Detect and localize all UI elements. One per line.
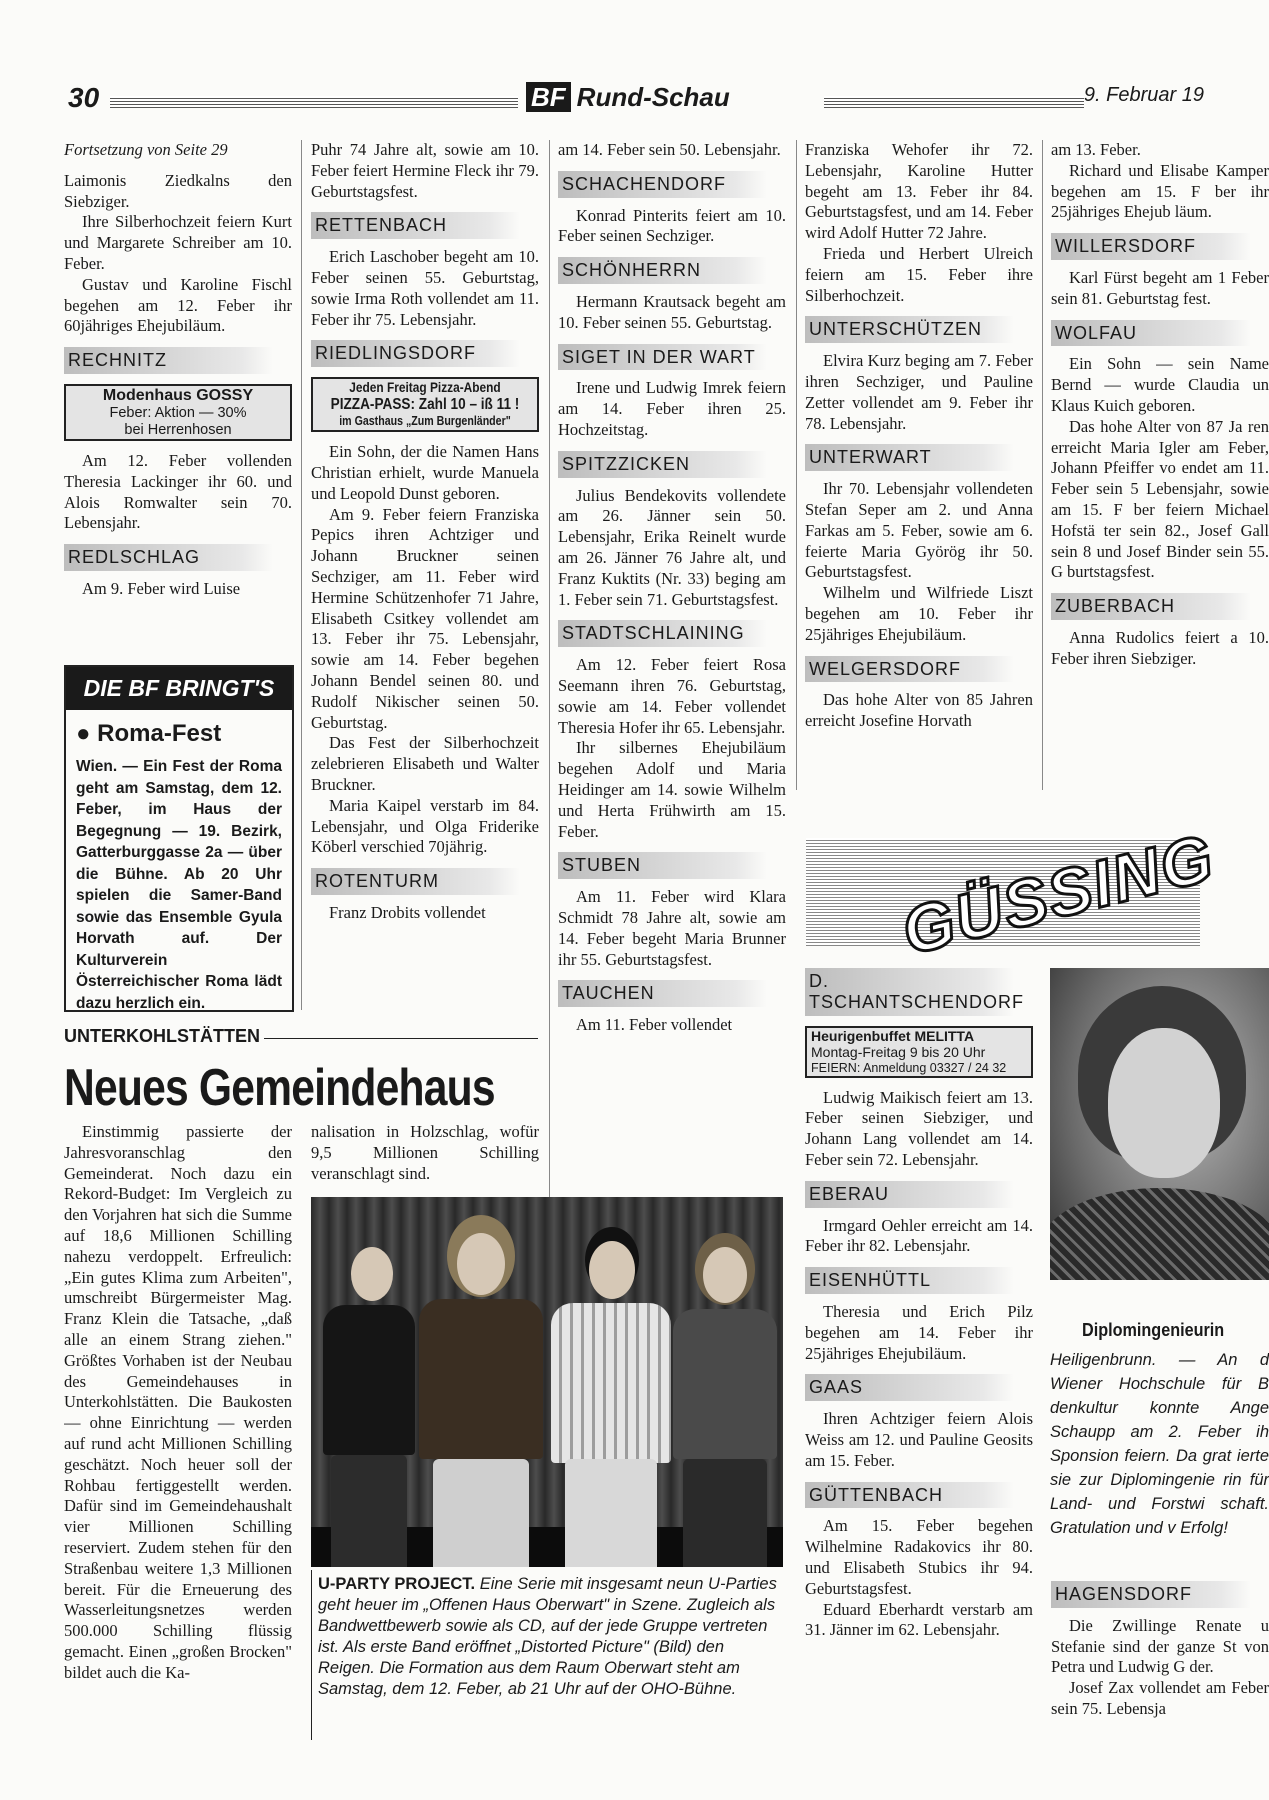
location-heading: GÜTTENBACH	[805, 1482, 1014, 1509]
header-rule-left	[110, 96, 518, 108]
paragraph: Das hohe Alter von 85 Jahren erreicht Josefine Horvath	[805, 690, 1033, 731]
article-headline: Neues Gemeindehaus	[64, 1059, 495, 1117]
location-heading: RETTENBACH	[311, 212, 520, 239]
location-heading: WILLERSDORF	[1051, 233, 1251, 260]
paragraph: Die Zwillinge Renate u Stefanie sind der ganze St von Petra und Ludwig G der.	[1051, 1615, 1269, 1677]
region-banner	[806, 819, 1222, 969]
ad-line: FEIERN: Anmeldung 03327 / 24 32	[811, 1060, 1007, 1075]
location-heading: WOLFAU	[1051, 320, 1251, 347]
location-heading: STADTSCHLAINING	[558, 620, 767, 647]
bf-bringts-box	[64, 665, 294, 1012]
paragraph: Am 11. Feber wird Klara Schmidt 78 Jahre alt, sowie am 14. Feber begeht Maria Brunner ihr 55. Geburtstagsfest.	[558, 887, 786, 969]
location-heading: REDLSCHLAG	[64, 544, 273, 571]
band-photo	[311, 1197, 783, 1567]
paragraph: am 14. Feber sein 50. Lebensjahr.	[558, 140, 781, 159]
location-heading: STUBEN	[558, 852, 767, 879]
portrait-caption-title: Diplomingenieurin	[1082, 1320, 1225, 1340]
paragraph: Das Fest der Silberhochzeit zelebrieren Elisabeth und Walter Bruckner.	[311, 733, 539, 794]
paragraph: Franziska Wehofer ihr 72. Lebensjahr, Karoline Hutter begeht am 13. Feber ihr 84. Geburtstagsfest, und am 14. Feber wird Adolf Hutter 72 Jahre.	[805, 140, 1033, 243]
location-heading: SIGET IN DER WART	[558, 344, 767, 371]
paragraph: Einstimmig passierte der Jahresvoranschlag den Gemeinderat. Noch dazu ein Rekord-Budget: Im Vergleich zu den Vorjahren hat sich die Summe auf 18,6 Millionen Schilling nahezu verdoppelt. Erfreulich: „Ein gutes Klima zum Arbeiten", umschreibt Bürgermeister Mag. Franz Klein die Tatsache, „daß alle an einem Strang ziehen." Größtes Vorhaben ist der Neubau des Gemeindehauses in Unterkohlstätten. Die Baukosten — ohne Einrichtung — werden auf rund acht Millionen Schilling geschätzt. Noch heuer soll der Rohbau fertiggestellt werden. Dafür sind im Gemeindehaushalt vier Millionen Schilling reserviert. Zudem stehen für den Straßenbau weitere 1,3 Millionen bereit. Für die Erneuerung des Wasserleitungsnetzes werden 500.000 Schilling flüssig gemacht. Einen „großen Brocken" bildet auch die Ka-	[64, 1122, 292, 1682]
paragraph: Hermann Krautsack begeht am 10. Feber seinen 55. Geburtstag.	[558, 291, 786, 332]
location-heading: RIEDLINGSDORF	[311, 340, 520, 367]
column-7	[1051, 1575, 1269, 1775]
column-5	[1051, 140, 1269, 780]
location-heading: UNTERWART	[805, 444, 1014, 471]
paragraph: Theresia und Erich Pilz begehen am 14. Feber ihr 25jähriges Ehejubiläum.	[805, 1301, 1033, 1363]
paragraph: Ihre Silberhochzeit feiern Kurt und Margarete Schreiber am 10. Feber.	[64, 212, 292, 273]
column-1	[64, 140, 292, 600]
paragraph: Am 12. Feber vollenden Theresia Lackinger ihr 60. und Alois Romwalter sein 70. Lebensjahr.	[64, 450, 292, 533]
band-member-figure	[673, 1247, 777, 1567]
location-heading: UNTERSCHÜTZEN	[805, 316, 1014, 343]
bullet-icon: ●	[76, 720, 98, 747]
location-heading: SCHÖNHERRN	[558, 257, 767, 284]
article-column-a	[64, 1122, 292, 1752]
paragraph: Anna Rudolics feiert a 10. Feber ihren Siebziger.	[1051, 627, 1269, 668]
paragraph: Richard und Elisabe Kamper begehen am 15. F ber ihr 25jähriges Ehejub läum.	[1051, 160, 1269, 222]
location-heading: WELGERSDORF	[805, 656, 1014, 683]
location-heading: SCHACHENDORF	[558, 171, 767, 198]
paragraph: Josef Zax vollendet am Feber sein 75. Lebensja	[1051, 1678, 1269, 1718]
paragraph: Irene und Ludwig Imrek feiern am 14. Feber ihren 25. Hochzeitstag.	[558, 378, 786, 439]
location-heading: D. TSCHANTSCHENDORF	[805, 968, 1014, 1016]
paragraph: Ihr 70. Lebensjahr vollendeten Stefan Seper am 2. und Anna Farkas am 5. Feber, sowie am 6. feierte Maria Györög ihr 50. Geburtstagsfest.	[805, 479, 1033, 582]
paragraph: Irmgard Oehler erreicht am 14. Feber ihr 82. Lebensjahr.	[805, 1215, 1033, 1256]
ad-line: Montag-Freitag 9 bis 20 Uhr	[811, 1043, 986, 1060]
band-member-figure	[419, 1227, 543, 1567]
ad-line: Heurigenbuffet MELITTA	[811, 1027, 975, 1044]
paragraph: Gustav und Karoline Fischl begehen am 12. Feber ihr 60jähriges Ehejubiläum.	[64, 274, 292, 336]
paragraph: Am 11. Feber vollendet	[576, 1015, 733, 1035]
column-rule	[796, 140, 797, 790]
section-name: Rund-Schau	[576, 82, 730, 112]
location-heading: EISENHÜTTL	[805, 1267, 1014, 1294]
paragraph: Konrad Pinterits feiert am 10. Feber seinen Sechziger.	[558, 205, 786, 246]
band-member-figure	[321, 1247, 417, 1567]
page-number: 30	[68, 82, 100, 113]
paragraph: Ihr silbernes Ehejubiläum begehen Adolf und Maria Heidinger am 14. sowie Wilhelm und Herta Frühwirth am 15. Feber.	[558, 738, 786, 841]
caption-title: U-PARTY PROJECT.	[318, 1575, 476, 1593]
ad-line: bei Herrenhosen	[124, 421, 232, 438]
kicker-rule	[264, 1038, 538, 1039]
box-subtitle: ● Roma-Fest	[76, 720, 222, 747]
location-heading: ZUBERBACH	[1051, 593, 1251, 620]
ad-line: PIZZA-PASS: Zahl 10 – iß 11 !	[330, 396, 520, 414]
portrait-caption-text: Heiligenbrunn. — An d Wiener Hochschule für B denkultur konnte Ange Schaupp am 2. Feber ih Sponsion feiern. Da grat ierte sie zur Diplomingenie rin für Land- und Forstwi schaft. Gratulation und v Erfolg!	[1050, 1351, 1269, 1537]
location-heading: RECHNITZ	[64, 347, 273, 374]
location-heading: EBERAU	[805, 1181, 1014, 1208]
column-rule	[549, 140, 550, 1200]
article-column-b	[311, 1122, 539, 1184]
ad-line: Modenhaus GOSSY	[102, 386, 254, 404]
paragraph: Ein Sohn — sein Name Bernd — wurde Claudia un Klaus Kuich geboren.	[1051, 354, 1269, 415]
box-text: Wien. — Ein Fest der Roma geht am Samstag, dem 12. Feber, im Haus der Begegnung — 19. Bezirk, Gatterburggasse 2a — über die Bühne. Ab 20 Uhr spielen die Samer-Band sowie das Ensemble Gyula Horvath auf. Der Kulturverein Österreichischer Roma lädt dazu herzlich ein.	[76, 758, 282, 1012]
ad-line: im Gasthaus „Zum Burgenländer"	[339, 414, 511, 429]
column-6	[805, 968, 1033, 1641]
paragraph: Puhr 74 Jahre alt, sowie am 10. Feber feiert Hermine Fleck ihr 79. Geburtstagsfest.	[311, 140, 539, 201]
paragraph: nalisation in Holzschlag, wofür 9,5 Millionen Schilling veranschlagt sind.	[311, 1122, 539, 1183]
paragraph: Das hohe Alter von 87 Ja ren erreicht Maria Igler am Feber, Johann Pfeiffer vo endet am 11. Feber sein 5 Lebensjahr, sowie am 15. F ber feiern Michael Hofstä ter sein 82., Josef Gall sein 8 und Josef Binder sein 55. G burtstagsfest.	[1051, 416, 1269, 582]
paragraph: Laimonis Ziedkalns den Siebziger.	[64, 170, 292, 211]
paragraph: Am 9. Feber wird Luise	[82, 578, 241, 598]
paragraph: Ein Sohn, der die Namen Hans Christian erhielt, wurde Manuela und Leopold Dunst geboren.	[311, 442, 539, 503]
ad-pizza-abend	[311, 377, 539, 432]
section-logo: BF Rund-Schau	[526, 82, 730, 113]
band-member-figure	[551, 1237, 671, 1567]
portrait-photo	[1050, 968, 1269, 1280]
region-title: GÜSSING	[894, 819, 1222, 969]
issue-date: 9. Februar 19	[1083, 84, 1204, 106]
continued-note: Fortsetzung von Seite 29	[64, 140, 228, 159]
article-kicker: UNTERKOHLSTÄTTEN	[64, 1026, 538, 1047]
ad-heurigenbuffet-melitta	[805, 1026, 1033, 1078]
page-header	[64, 82, 1204, 122]
paragraph: Frieda und Herbert Ulreich feiern am 15. Feber ihre Silberhochzeit.	[805, 243, 1033, 305]
location-heading: GAAS	[805, 1374, 1014, 1401]
paragraph: Am 15. Feber begehen Wilhelmine Radakovics ihr 80. und Elisabeth Stubics ihr 94. Geburtstagsfest.	[805, 1516, 1033, 1598]
paragraph: Elvira Kurz beging am 7. Feber ihren Sechziger, und Pauline Zetter vollendet am 9. Feber ihr 78. Lebensjahr.	[805, 351, 1033, 433]
column-2	[311, 140, 539, 924]
column-3	[558, 140, 786, 1036]
column-rule	[301, 140, 302, 1010]
paragraph: Erich Laschober begeht am 10. Feber seinen 55. Geburtstag, sowie Irma Roth vollendet am 11. Feber ihr 75. Lebensjahr.	[311, 247, 539, 329]
caption-text: Eine Serie mit insgesamt neun U-Parties geht heuer im „Offenen Haus Oberwart" in Szene. Zugleich als Bandwettbewerb sowie als CD, auf der jede Gruppe vertreten ist. Als erste Band eröffnet „Distorted Picture" (Bild) den Reigen. Die Formation aus dem Raum Oberwart steht am Samstag, dem 12. Feber, ab 21 Uhr auf der OHO-Bühne.	[318, 1575, 777, 1698]
paragraph: Julius Bendekovits vollendete am 26. Jänner sein 50. Lebensjahr, Erika Reinelt wurde am 26. Jänner 76 Jahre alt, und Franz Kuktits (Nr. 33) beging am 1. Feber sein 71. Geburtstagsfest.	[558, 485, 786, 609]
box-title: DIE BF BRINGT'S	[66, 667, 292, 710]
paragraph: Am 12. Feber feiert Rosa Seemann ihren 76. Geburtstag, sowie am 14. Feber vollendet Theresia Hofer ihr 65. Lebensjahr.	[558, 655, 786, 737]
paragraph: Karl Fürst begeht am 1 Feber sein 81. Geburtstag fest.	[1051, 267, 1269, 308]
header-rule-right	[824, 96, 1084, 108]
location-heading: ROTENTURM	[311, 868, 520, 895]
column-4	[805, 140, 1033, 732]
paragraph: Am 9. Feber feiern Franziska Pepics ihren Achtziger und Johann Bruckner seinen Sechziger, am 11. Feber wird Hermine Schützenhofer 71 Jahre, Elisabeth Csitkey vollendet am 13. Feber ihr 75. Lebensjahr, sowie am 14. Feber begehen Johann Bendel seinen 80. und Rudolf Nikischer seinen 50. Geburtstag.	[311, 504, 539, 732]
paragraph: Maria Kaipel verstarb im 84. Lebensjahr, und Olga Friderike Köberl verschied 70jährig.	[311, 795, 539, 857]
paragraph: Franz Drobits vollendet	[329, 902, 486, 922]
paragraph: Eduard Eberhardt verstarb am 31. Jänner im 62. Lebensjahr.	[805, 1599, 1033, 1640]
ad-modenhaus-gossy	[64, 384, 292, 441]
ad-line: Feber: Aktion — 30%	[109, 404, 247, 421]
column-rule	[1042, 140, 1043, 790]
paragraph: am 13. Feber.	[1051, 140, 1141, 159]
paragraph: Ludwig Maikisch feiert am 13. Feber seinen Siebziger, und Johann Lang vollendet am 14. Feber sein 72. Lebensjahr.	[805, 1087, 1033, 1169]
paragraph: Wilhelm und Wilfriede Liszt begehen am 10. Feber ihr 25jähriges Ehejubiläum.	[805, 583, 1033, 644]
photo-caption	[318, 1574, 780, 1700]
location-heading: HAGENSDORF	[1051, 1581, 1251, 1608]
paragraph: Ihren Achtziger feiern Alois Weiss am 12. und Pauline Geosits am 15. Feber.	[805, 1409, 1033, 1470]
caption-rule	[311, 1570, 312, 1740]
ad-line: Jeden Freitag Pizza-Abend	[349, 379, 501, 396]
location-heading: TAUCHEN	[558, 980, 767, 1007]
location-heading: SPITZZICKEN	[558, 451, 767, 478]
